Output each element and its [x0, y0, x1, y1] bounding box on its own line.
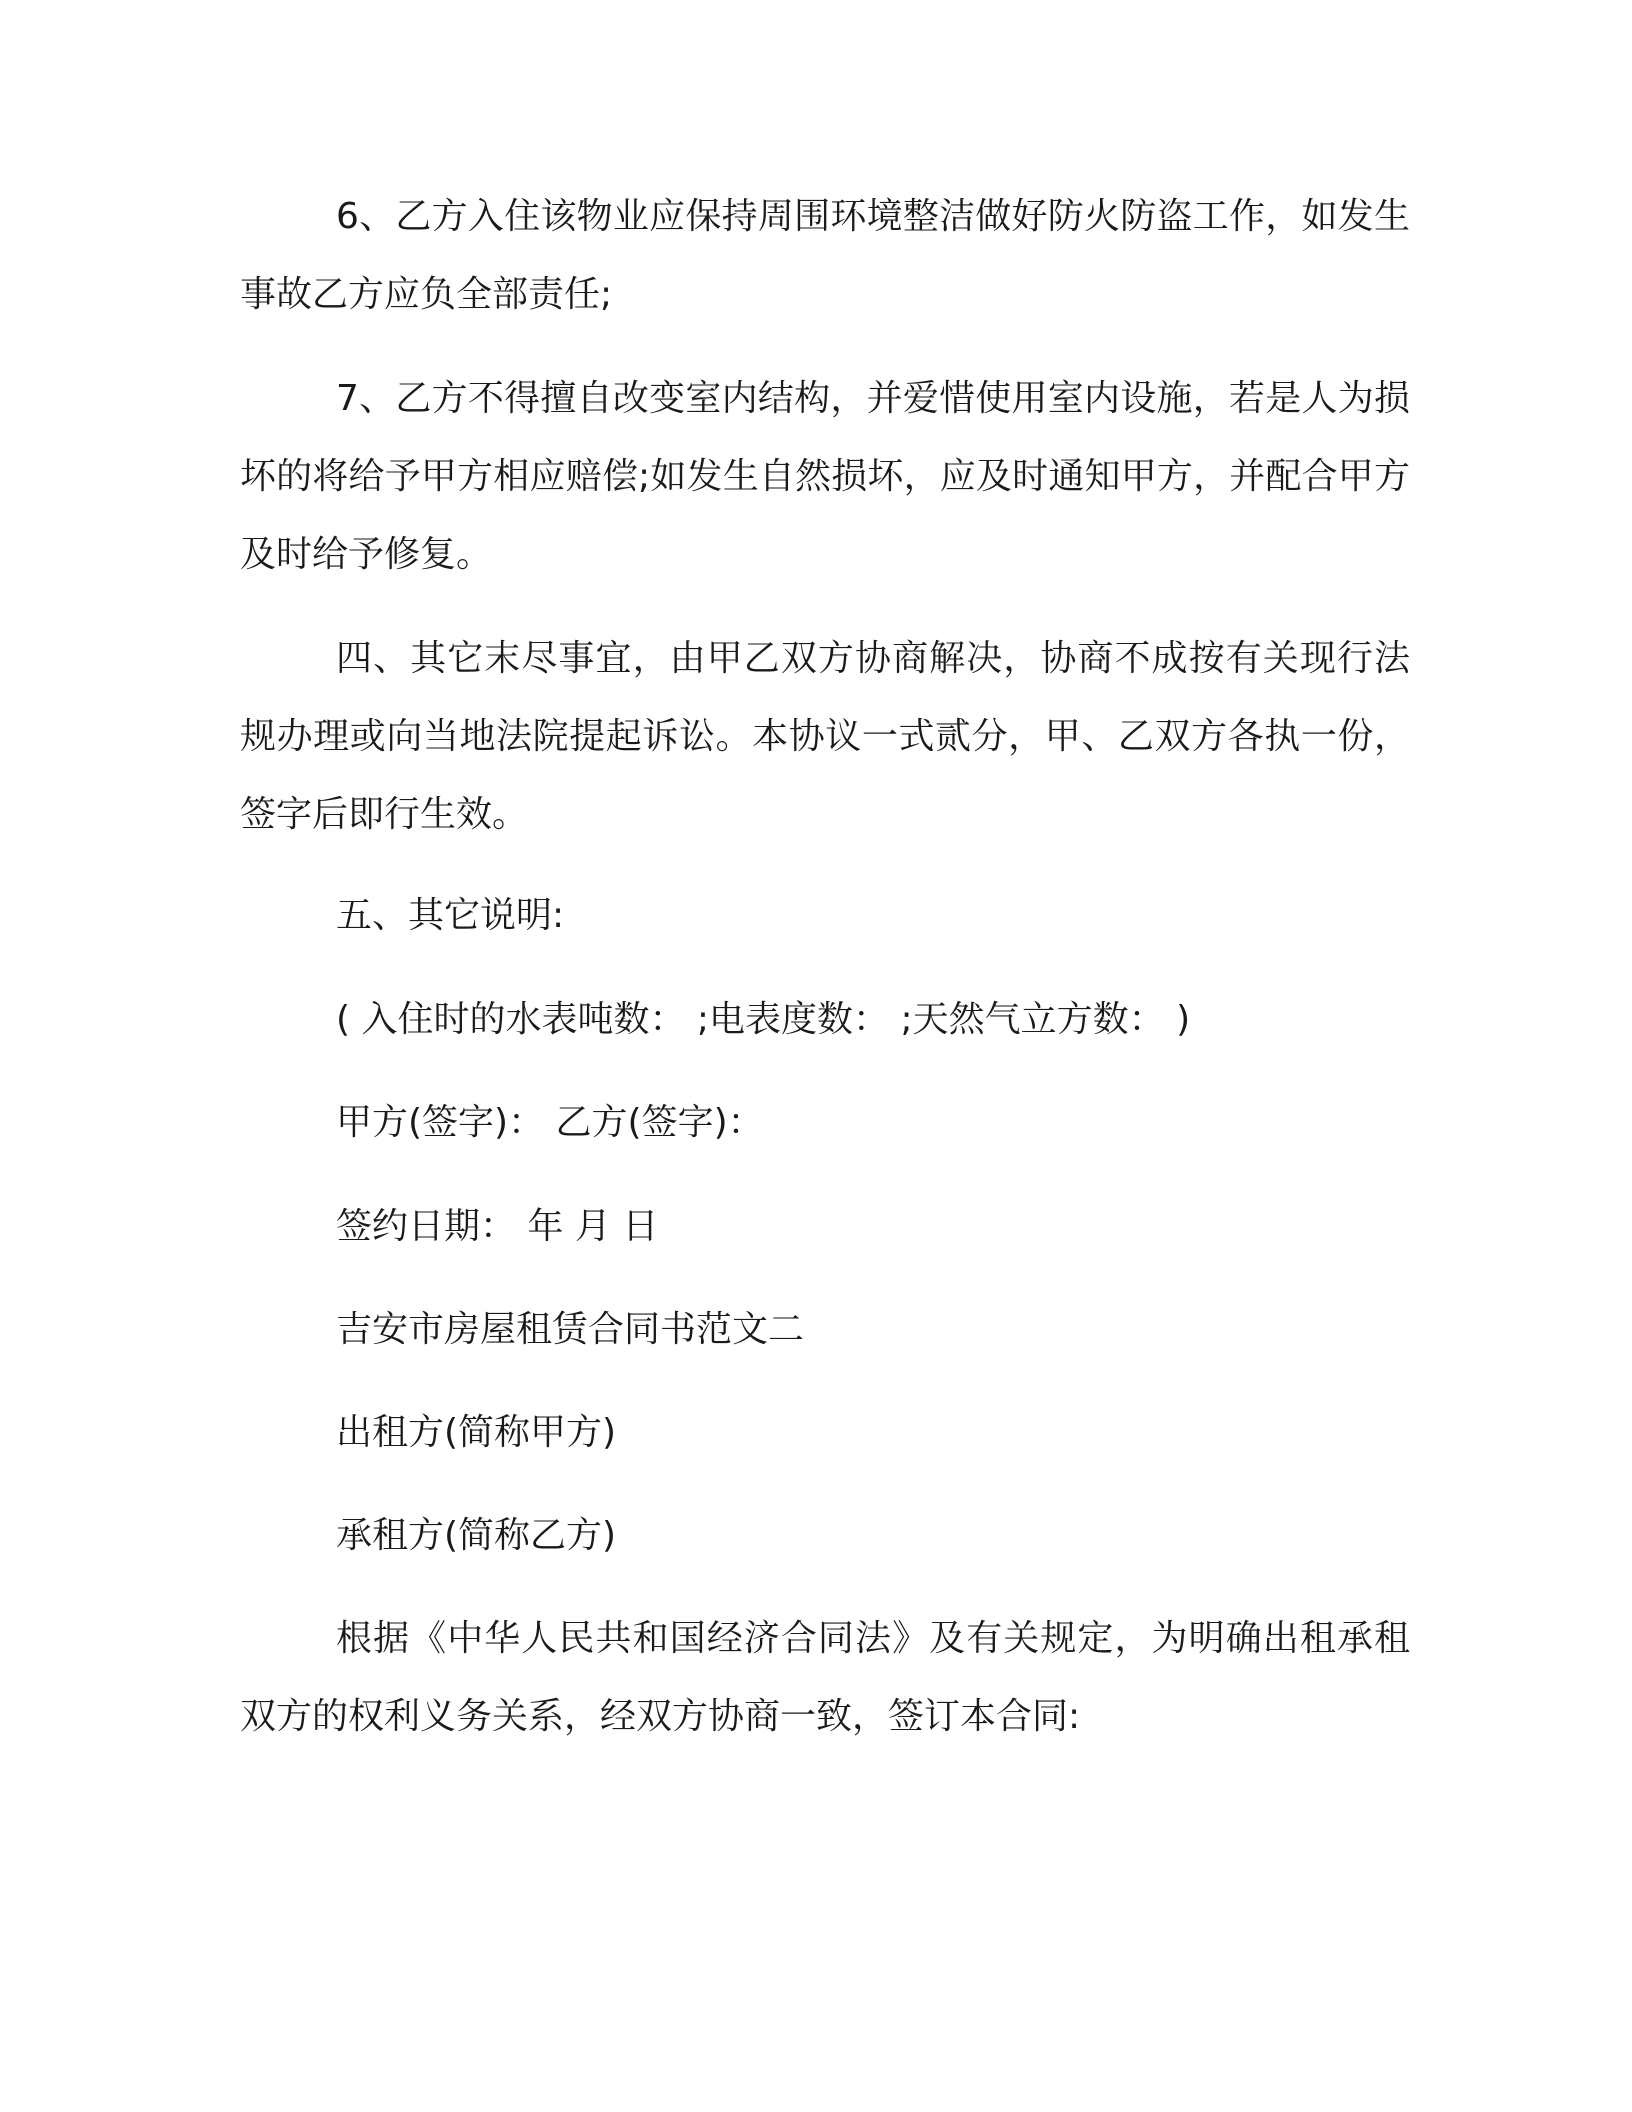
section-5-heading: 五、其它说明: — [336, 895, 565, 936]
preamble-paragraph: 根据《中华人民共和国经济合同法》及有关规定，为明确出租承租双方的权利义务关系，经双方协商一致，签订本合同: — [240, 1618, 1410, 1737]
lessor-line: 出租方(简称甲方) — [336, 1412, 617, 1453]
meter-readings-line: ( 入住时的水表吨数： ;电表度数： ;天然气立方数： ) — [336, 999, 1191, 1040]
signature-line: 甲方(签字)： 乙方(签字)： — [336, 1102, 764, 1143]
clause-6-paragraph: 6、乙方入住该物业应保持周围环境整洁做好防火防盗工作，如发生事故乙方应负全部责任; — [240, 196, 1410, 315]
section-4-paragraph: 四、其它末尽事宜，由甲乙双方协商解决，协商不成按有关现行法规办理或向当地法院提起诉讼。本协议一式贰分，甲、乙双方各执一份，签字后即行生效。 — [240, 638, 1410, 835]
contract-title-2: 吉安市房屋租赁合同书范文二 — [336, 1309, 805, 1350]
lessee-line: 承租方(简称乙方) — [336, 1515, 617, 1556]
signing-date-line: 签约日期： 年 月 日 — [336, 1206, 659, 1247]
clause-7-paragraph: 7、乙方不得擅自改变室内结构，并爱惜使用室内设施，若是人为损坏的将给予甲方相应赔偿;如发生自然损坏，应及时通知甲方，并配合甲方及时给予修复。 — [240, 378, 1410, 575]
